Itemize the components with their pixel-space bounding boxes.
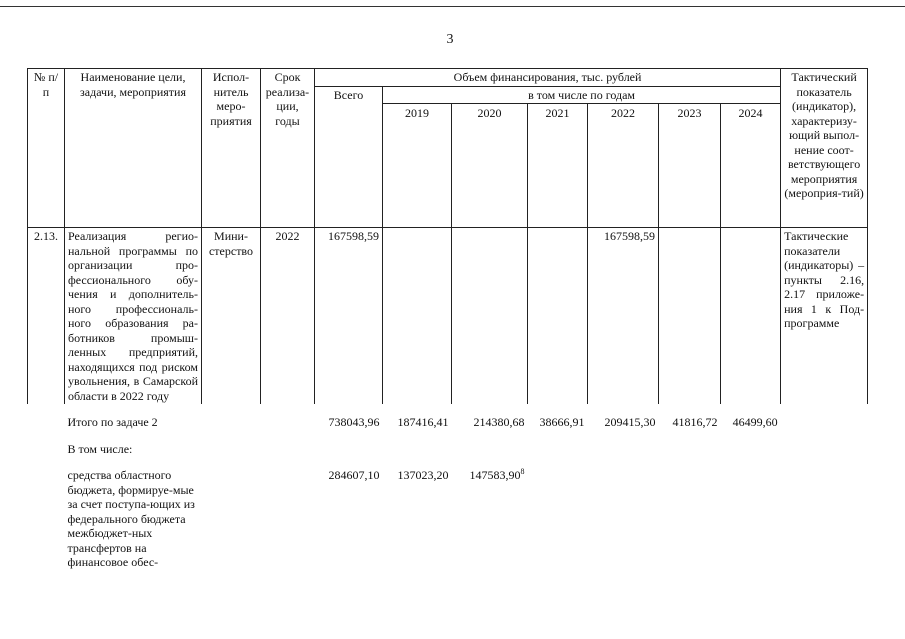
footnote-marker: 8 — [520, 467, 525, 476]
regional-budget-2020-value: 147583,90 — [469, 468, 521, 482]
row-2-13-2021 — [528, 228, 588, 405]
header-year-2020: 2020 — [452, 104, 528, 228]
total-task-2-2019: 187416,41 — [397, 415, 449, 429]
regional-budget-total: 284607,10 — [328, 468, 380, 482]
page-top-rule — [0, 6, 905, 7]
row-2-13-executor: Мини-стерство — [202, 228, 261, 405]
header-year-2021: 2021 — [528, 104, 588, 228]
row-2-13-name: Реализация регио-нальной программы по организации про-фессионального обу-чения и дополнитель-ного профессиональ-ного образования ра-ботников промыш-ленных предприятий, находящихся под риском увольнения, в Самарской области в 2022 году — [65, 228, 202, 405]
table-row-including — [28, 441, 868, 458]
row-2-13-2023 — [659, 228, 721, 405]
row-2-13-2019 — [383, 228, 452, 405]
header-col-indicator: Тактический показатель (индикатор), характеризу-ющий выпол-нение соот-ветствующего мероприятия (мероприя-тий) — [781, 69, 868, 228]
header-year-2024: 2024 — [721, 104, 781, 228]
row-2-13-total: 167598,59 — [315, 228, 383, 405]
header-year-2023: 2023 — [659, 104, 721, 228]
header-col-no: № п/п — [28, 69, 65, 228]
header-year-2022: 2022 — [588, 104, 659, 228]
total-task-2-total: 738043,96 — [328, 415, 380, 429]
row-2-13-2024 — [721, 228, 781, 405]
table-row-total-task-2 — [28, 414, 868, 431]
table-row-regional-budget — [28, 467, 868, 571]
header-col-funding: Объем финансирования, тыс. рублей — [315, 69, 781, 87]
regional-budget-2020 — [452, 467, 528, 571]
row-2-13-2022: 167598,59 — [588, 228, 659, 405]
total-task-2-2021: 38666,91 — [539, 415, 585, 429]
table-row-2-13 — [28, 228, 868, 405]
row-2-13-2020 — [452, 228, 528, 405]
header-col-executor: Испол-нитель меро-приятия — [202, 69, 261, 228]
page-number: 3 — [446, 32, 454, 47]
total-task-2-2020: 214380,68 — [473, 415, 525, 429]
header-year-2019: 2019 — [383, 104, 452, 228]
header-col-term: Срок реализа-ции, годы — [261, 69, 315, 228]
including-label: В том числе: — [67, 441, 133, 456]
header-col-total: Всего — [315, 86, 383, 228]
regional-budget-2019: 137023,20 — [397, 468, 449, 482]
row-2-13-no: 2.13. — [28, 228, 65, 405]
header-col-by-years: в том числе по годам — [383, 86, 781, 104]
row-2-13-indicator: Тактические показатели (индикаторы) – пункты 2.16, 2.17 приложе-ния 1 к Под-программе — [781, 228, 868, 405]
total-task-2-2022: 209415,30 — [604, 415, 656, 429]
header-col-name: Наименование цели, задачи, мероприятия — [65, 69, 202, 228]
total-task-2-2023: 41816,72 — [672, 415, 718, 429]
regional-budget-label: средства областного бюджета, формируе-мые за счет поступа-ющих из федерального бюджета межбюджет-ных трансфертов на финансовое обес- — [67, 468, 195, 569]
row-2-13-term: 2022 — [261, 228, 315, 405]
table-header — [28, 69, 868, 228]
total-task-2-2024: 46499,60 — [732, 415, 778, 429]
total-task-2-label: Итого по задаче 2 — [67, 415, 158, 429]
financing-table — [27, 68, 868, 571]
